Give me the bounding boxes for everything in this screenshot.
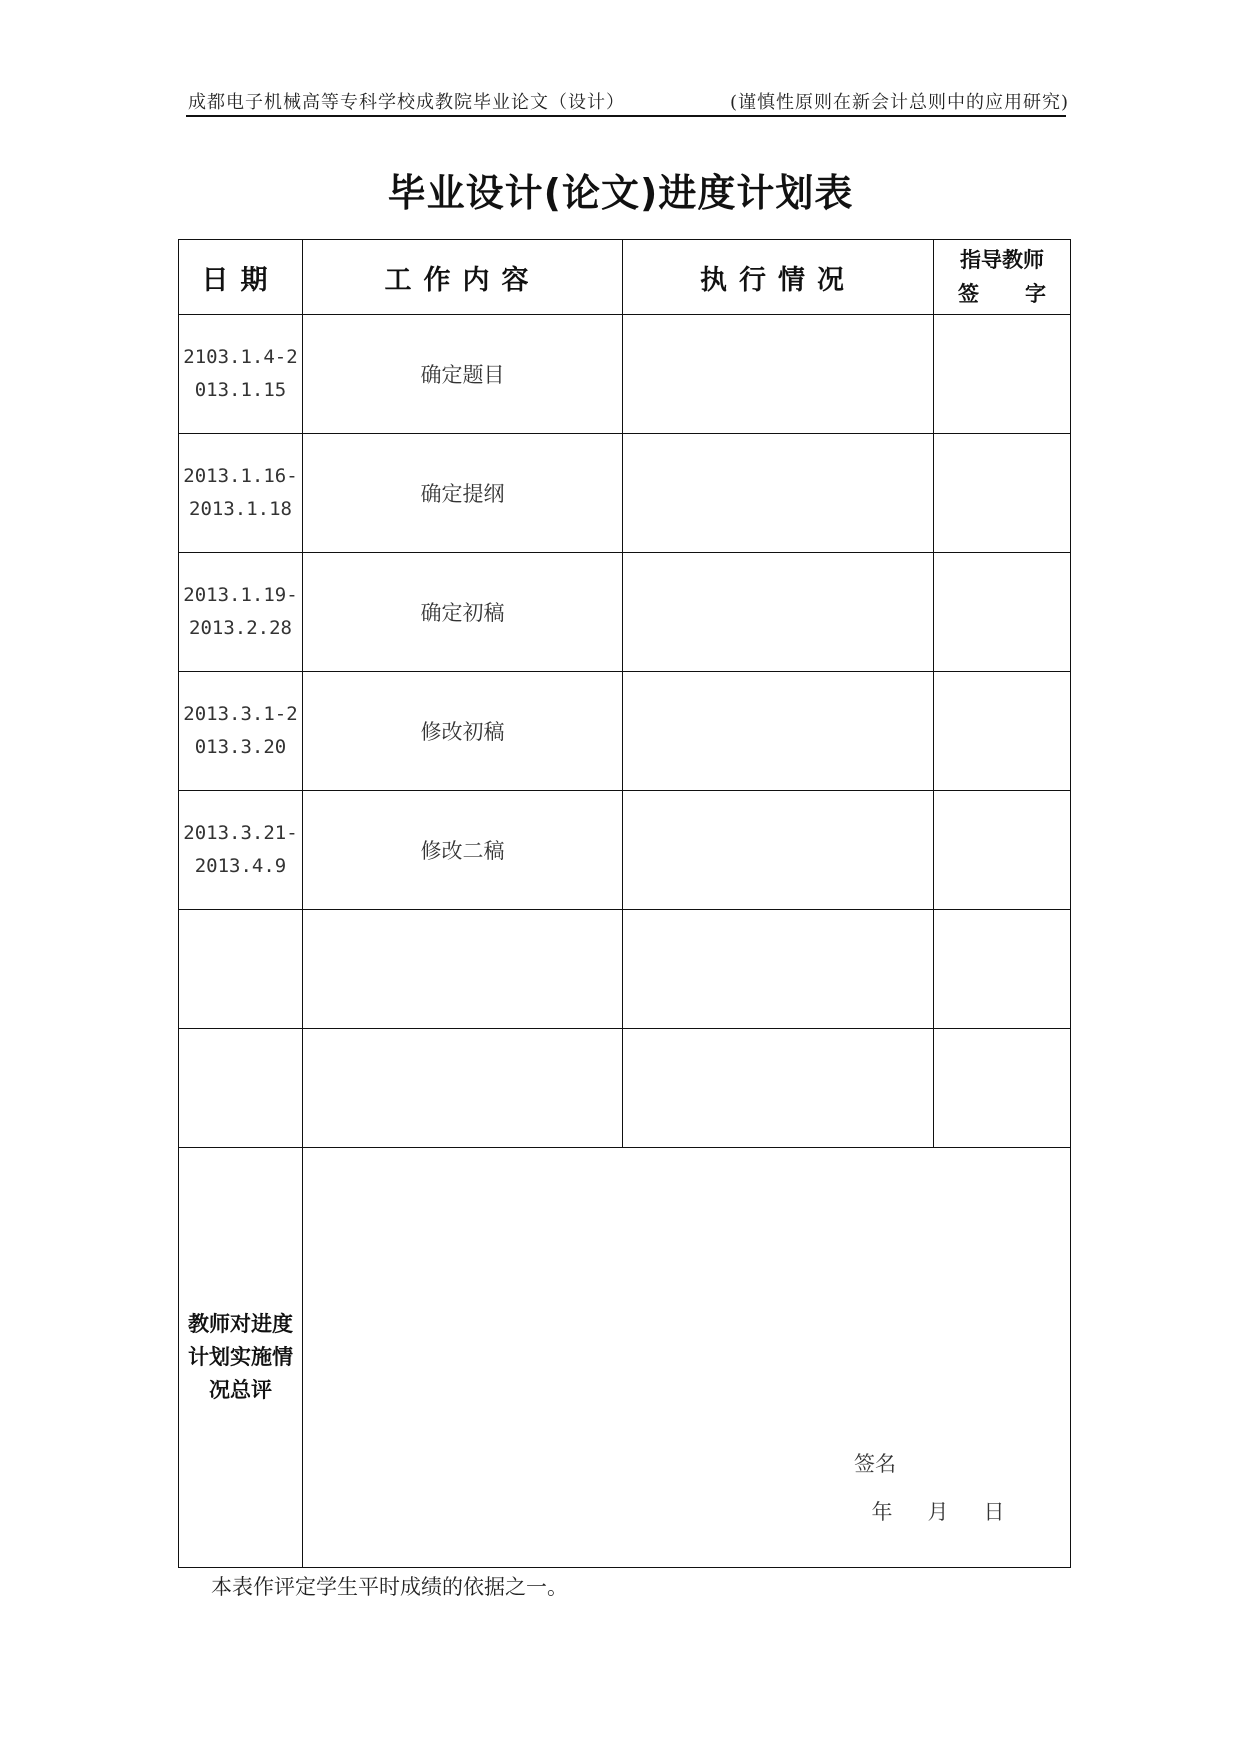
progress-plan-table xyxy=(178,239,1071,1568)
date-cell[interactable]: 2013.3.1-2013.3.20 xyxy=(179,672,303,791)
date-year-label: 年 xyxy=(871,1500,893,1524)
signature-date xyxy=(854,1496,1022,1526)
advisor-sign-cell[interactable] xyxy=(934,1029,1071,1148)
date-day-label: 日 xyxy=(983,1500,1005,1524)
column-header-status: 执行情况 xyxy=(623,240,934,315)
sign-char-qian: 签 xyxy=(958,282,979,306)
table-row xyxy=(179,791,1071,910)
work-cell[interactable]: 修改二稿 xyxy=(303,791,623,910)
table-footnote: 本表作评定学生平时成绩的依据之一。 xyxy=(211,1575,568,1599)
summary-comment-area[interactable] xyxy=(303,1148,1071,1568)
advisor-sign-cell[interactable] xyxy=(934,910,1071,1029)
column-header-work: 工作内容 xyxy=(303,240,623,315)
date-cell[interactable]: 2103.1.4-2013.1.15 xyxy=(179,315,303,434)
table-row xyxy=(179,910,1071,1029)
advisor-sign-cell[interactable] xyxy=(934,791,1071,910)
date-cell[interactable]: 2013.1.19-2013.2.28 xyxy=(179,553,303,672)
work-cell[interactable]: 确定题目 xyxy=(303,315,623,434)
status-cell[interactable] xyxy=(623,1029,934,1148)
status-cell[interactable] xyxy=(623,672,934,791)
signature-label: 签名 xyxy=(854,1452,896,1476)
date-cell[interactable]: 2013.1.16-2013.1.18 xyxy=(179,434,303,553)
advisor-sign-cell[interactable] xyxy=(934,553,1071,672)
table-row xyxy=(179,672,1071,791)
table-row xyxy=(179,434,1071,553)
column-header-date: 日期 xyxy=(179,240,303,315)
advisor-sign-header-line1: 指导教师 xyxy=(960,248,1044,272)
table-row xyxy=(179,553,1071,672)
work-cell[interactable]: 确定初稿 xyxy=(303,553,623,672)
work-cell[interactable] xyxy=(303,910,623,1029)
advisor-sign-cell[interactable] xyxy=(934,315,1071,434)
page-header-right: (谨慎性原则在新会计总则中的应用研究) xyxy=(729,92,1069,113)
sign-char-zi: 字 xyxy=(1025,282,1046,306)
status-cell[interactable] xyxy=(623,791,934,910)
page-header-left: 成都电子机械高等专科学校成教院毕业论文（设计） xyxy=(188,92,625,113)
summary-label: 教师对进度计划实施情况总评 xyxy=(179,1148,303,1568)
table-header-row xyxy=(179,240,1071,315)
advisor-sign-header-line2 xyxy=(958,277,1046,311)
date-cell[interactable] xyxy=(179,1029,303,1148)
column-header-advisor-sign xyxy=(934,240,1071,315)
header-divider xyxy=(186,115,1066,117)
date-cell[interactable]: 2013.3.21-2013.4.9 xyxy=(179,791,303,910)
date-cell[interactable] xyxy=(179,910,303,1029)
date-month-label: 月 xyxy=(927,1500,949,1524)
status-cell[interactable] xyxy=(623,315,934,434)
status-cell[interactable] xyxy=(623,553,934,672)
work-cell[interactable]: 修改初稿 xyxy=(303,672,623,791)
status-cell[interactable] xyxy=(623,910,934,1029)
page-title: 毕业设计(论文)进度计划表 xyxy=(387,171,854,215)
table-row xyxy=(179,1029,1071,1148)
table-row xyxy=(179,315,1071,434)
status-cell[interactable] xyxy=(623,434,934,553)
work-cell[interactable]: 确定提纲 xyxy=(303,434,623,553)
advisor-sign-cell[interactable] xyxy=(934,672,1071,791)
advisor-sign-cell[interactable] xyxy=(934,434,1071,553)
work-cell[interactable] xyxy=(303,1029,623,1148)
summary-row xyxy=(179,1148,1071,1568)
